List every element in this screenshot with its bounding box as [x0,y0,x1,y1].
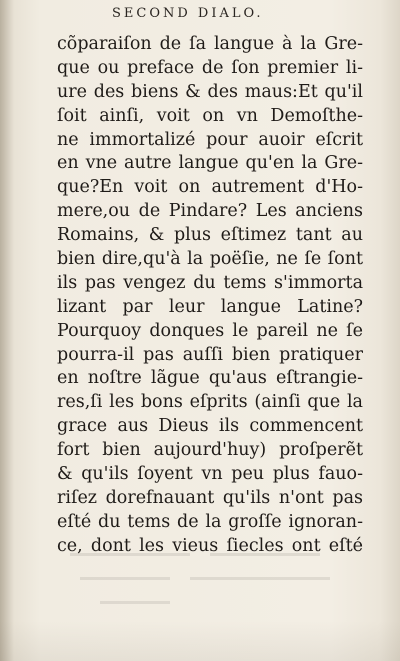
text-line: que ou preface de ſon premier li- [57,57,363,78]
text-line: Pourquoy donques le pareil ne ſe [57,320,363,341]
text-line: ſoit ainſi, voit on vn Demoſthe- [57,105,363,126]
text-line: ure des biens & des maus:Et qu'il [57,81,363,102]
text-line: que?En voit on autrement d'Ho- [57,177,363,198]
text-line: ce, dont les vieus ſiecles ont eſté [57,535,363,556]
text-line: cõparaiſon de ſa langue à la Gre- [57,34,363,54]
running-head: SECOND DIALO. [112,6,264,21]
text-line: lizant par leur langue Latine? [57,296,363,317]
text-line: ne immortalizé pour auoir eſcrit [57,129,363,150]
text-line: grace aus Dieus ils commencent [57,416,363,437]
text-line: & qu'ils ſoyent vn peu plus fauo- [57,464,363,485]
text-line: res,ſi les bons eſprits (ainſi que la [57,392,363,413]
text-line: Romains, & plus eſtimez tant au [57,225,363,246]
text-line: fort bien aujourd'huy) proſperẽt [57,440,363,461]
text-line: en noſtre lãgue qu'aus eſtrangie- [57,368,363,389]
text-line: pourra-il pas auſſi bien pratiquer [57,344,363,365]
text-line: riſez dorefnauant qu'ils n'ont pas [57,487,363,508]
text-line: eſté du tems de la groſſe ignoran- [57,511,363,532]
body-text [57,33,363,559]
text-line: mere,ou de Pindare? Les anciens [57,201,363,222]
text-line: en vne autre langue qu'en la Gre- [57,153,363,174]
text-line: ils pas vengez du tems s'immorta [57,272,363,293]
text-line: bien dire,qu'à la poëſie, ne ſe ſont [57,249,363,270]
